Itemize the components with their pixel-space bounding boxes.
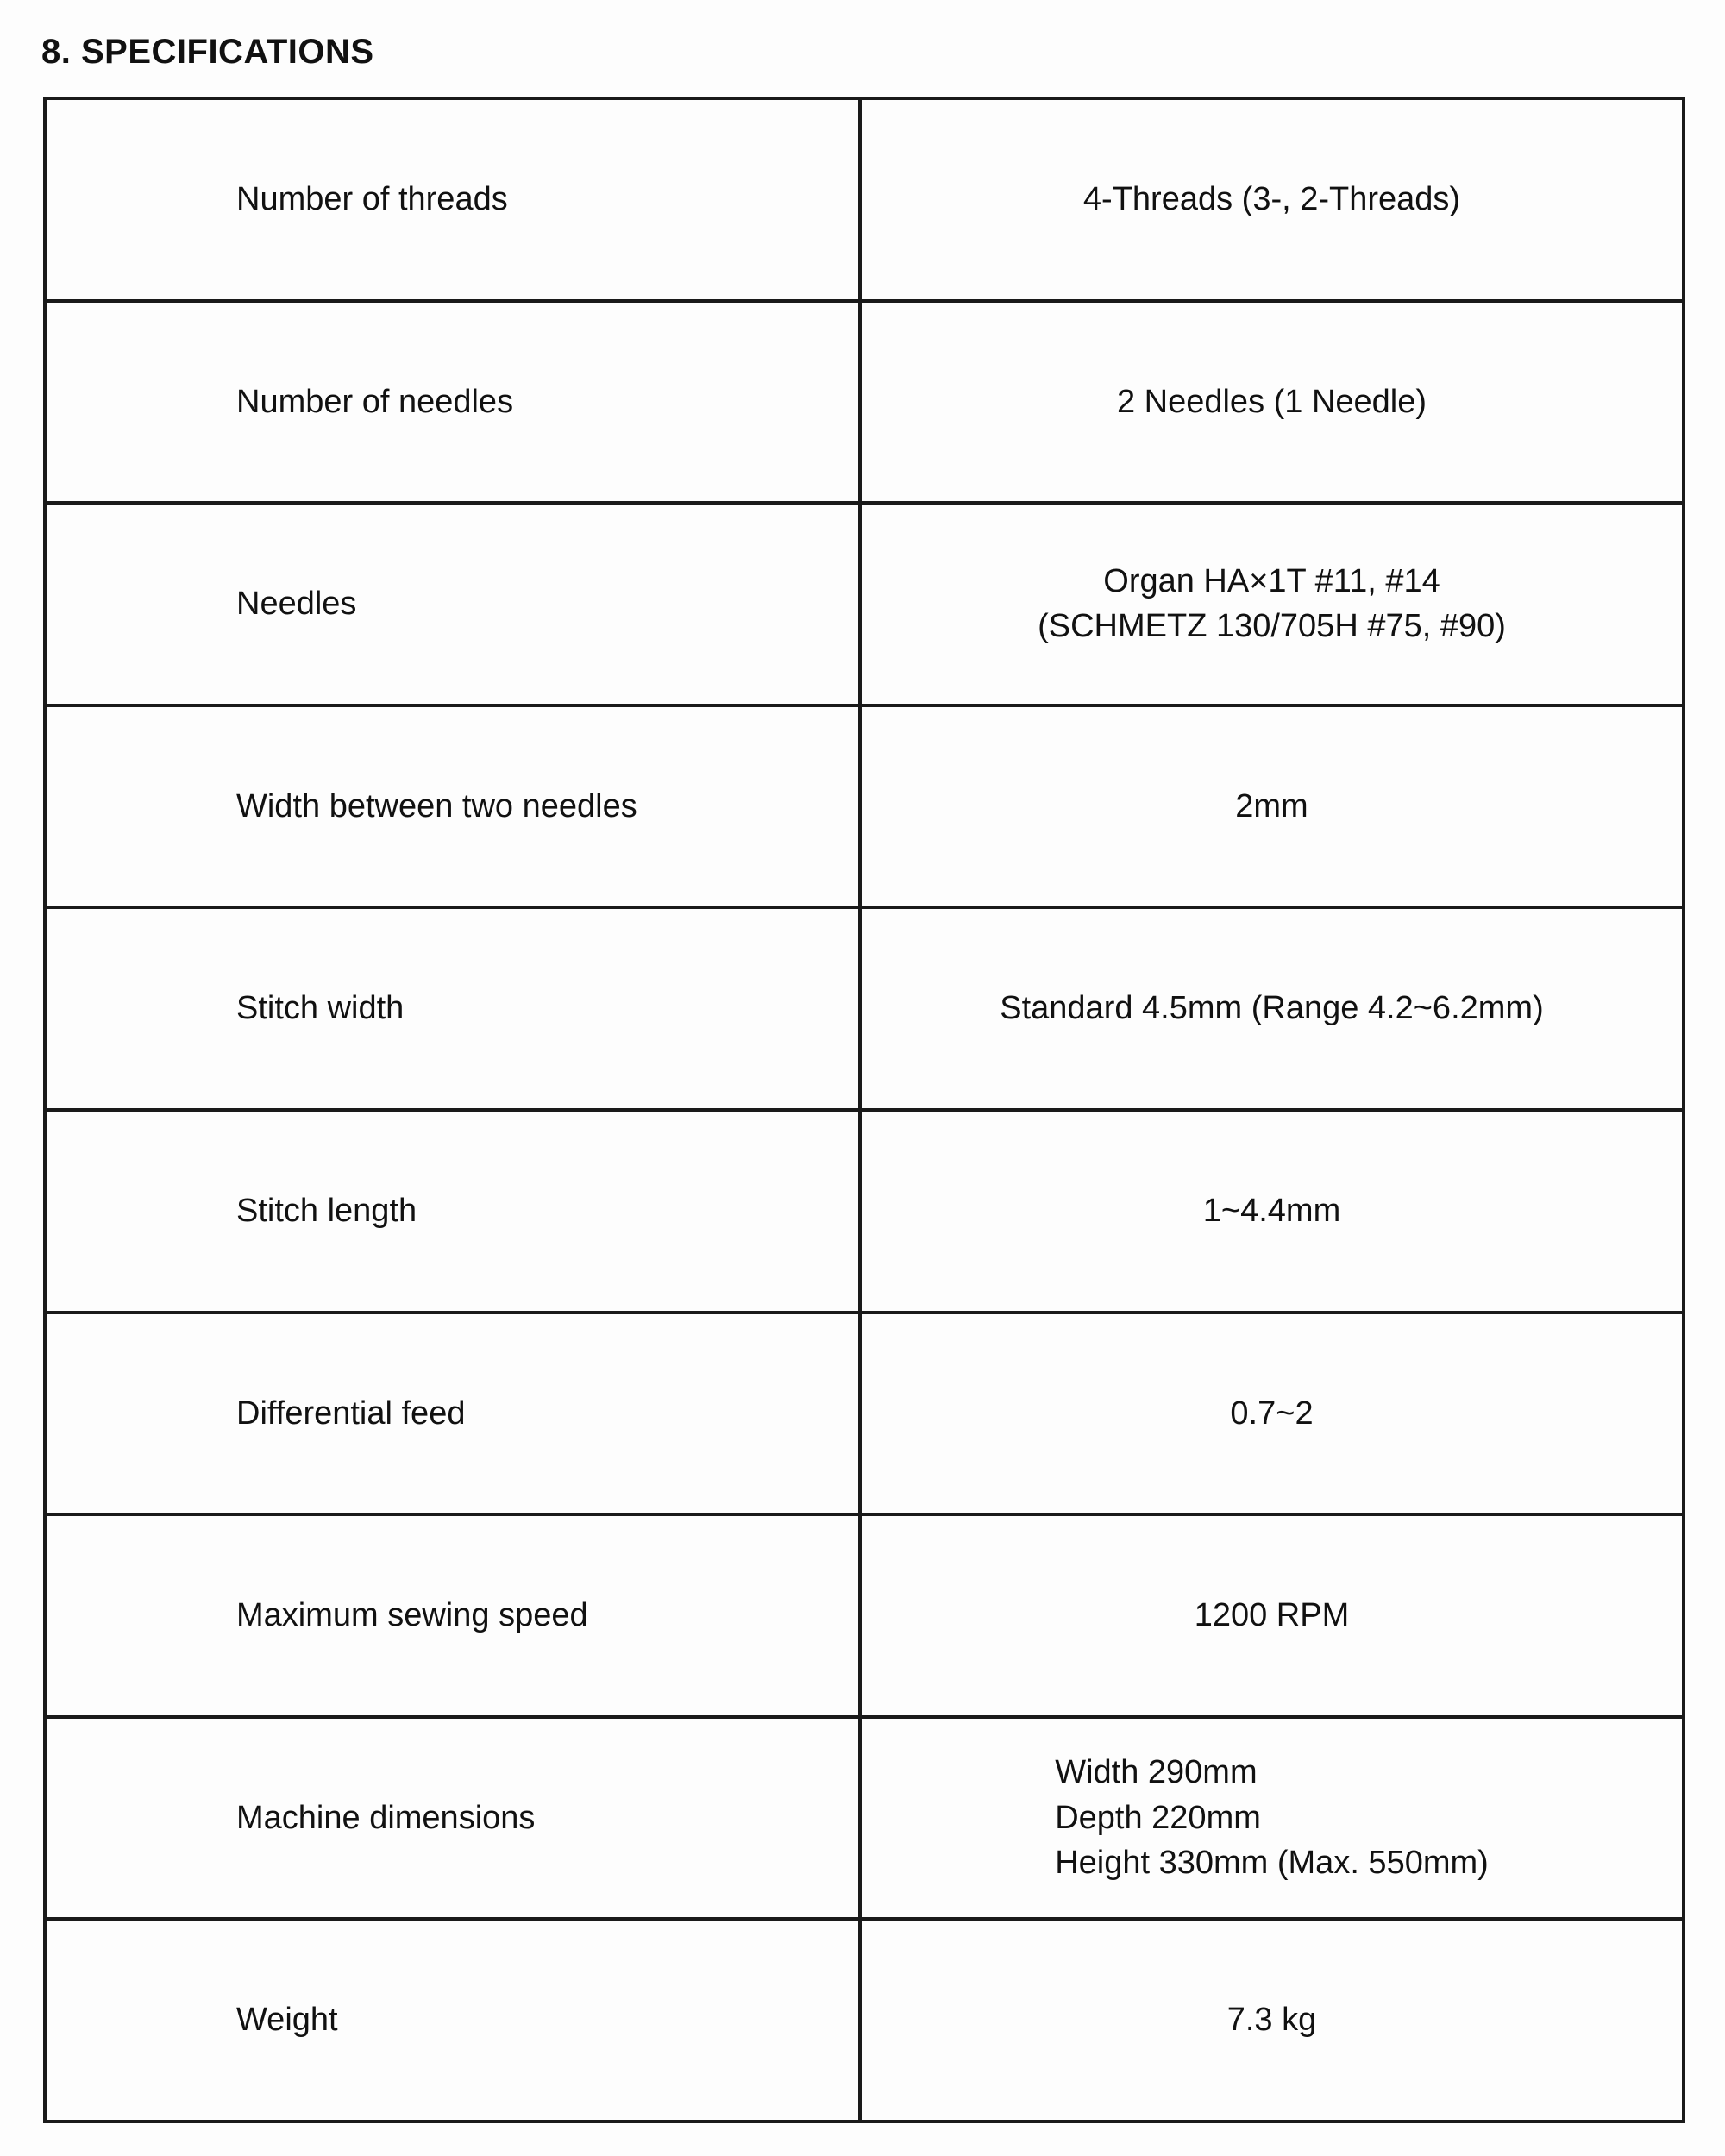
spec-label: Machine dimensions [45, 1717, 860, 1920]
table-row [45, 1514, 1684, 1717]
spec-label: Weight [45, 1919, 860, 2122]
dimensions-block [1055, 1750, 1489, 1885]
spec-value [860, 503, 1684, 705]
spec-value [860, 907, 1684, 1110]
spec-value-line: 2mm [1235, 787, 1308, 824]
table-row [45, 301, 1684, 504]
table-row [45, 1313, 1684, 1515]
spec-value-line: (SCHMETZ 130/705H #75, #90) [1038, 608, 1506, 645]
spec-label: Stitch length [45, 1110, 860, 1313]
spec-value-line: 4-Threads (3-, 2-Threads) [1082, 181, 1461, 218]
spec-value-line: Depth 220mm [1055, 1799, 1261, 1836]
spec-label: Differential feed [45, 1313, 860, 1515]
spec-value [860, 1110, 1684, 1313]
spec-label: Width between two needles [45, 705, 860, 908]
spec-value-line: Height 330mm (Max. 550mm) [1055, 1845, 1489, 1882]
spec-label: Stitch width [45, 907, 860, 1110]
table-row [45, 98, 1684, 301]
spec-value-line: 1200 RPM [1194, 1597, 1350, 1634]
table-row [45, 907, 1684, 1110]
spec-value-line: Width 290mm [1055, 1754, 1258, 1791]
spec-value-line: 7.3 kg [1226, 2002, 1317, 2039]
table-row [45, 503, 1684, 705]
spec-value-line: Organ HA×1T #11, #14 [1103, 563, 1440, 600]
section-title: 8. SPECIFICATIONS [41, 33, 374, 71]
spec-value [860, 1717, 1684, 1920]
spec-label: Needles [45, 503, 860, 705]
spec-value [860, 98, 1684, 301]
table-row [45, 1919, 1684, 2122]
spec-value-line: 1~4.4mm [1202, 1193, 1341, 1230]
spec-value [860, 301, 1684, 504]
spec-value-line: 2 Needles (1 Needle) [1116, 383, 1427, 420]
specifications-table [43, 97, 1685, 2123]
table-row [45, 705, 1684, 908]
spec-value-line: Standard 4.5mm (Range 4.2~6.2mm) [1000, 990, 1544, 1027]
spec-value [860, 1919, 1684, 2122]
spec-label: Number of needles [45, 301, 860, 504]
spec-value-line: 0.7~2 [1230, 1395, 1314, 1432]
table-row [45, 1110, 1684, 1313]
spec-value [860, 1514, 1684, 1717]
spec-value [860, 705, 1684, 908]
table-row [45, 1717, 1684, 1920]
spec-value [860, 1313, 1684, 1515]
spec-label: Maximum sewing speed [45, 1514, 860, 1717]
spec-label: Number of threads [45, 98, 860, 301]
